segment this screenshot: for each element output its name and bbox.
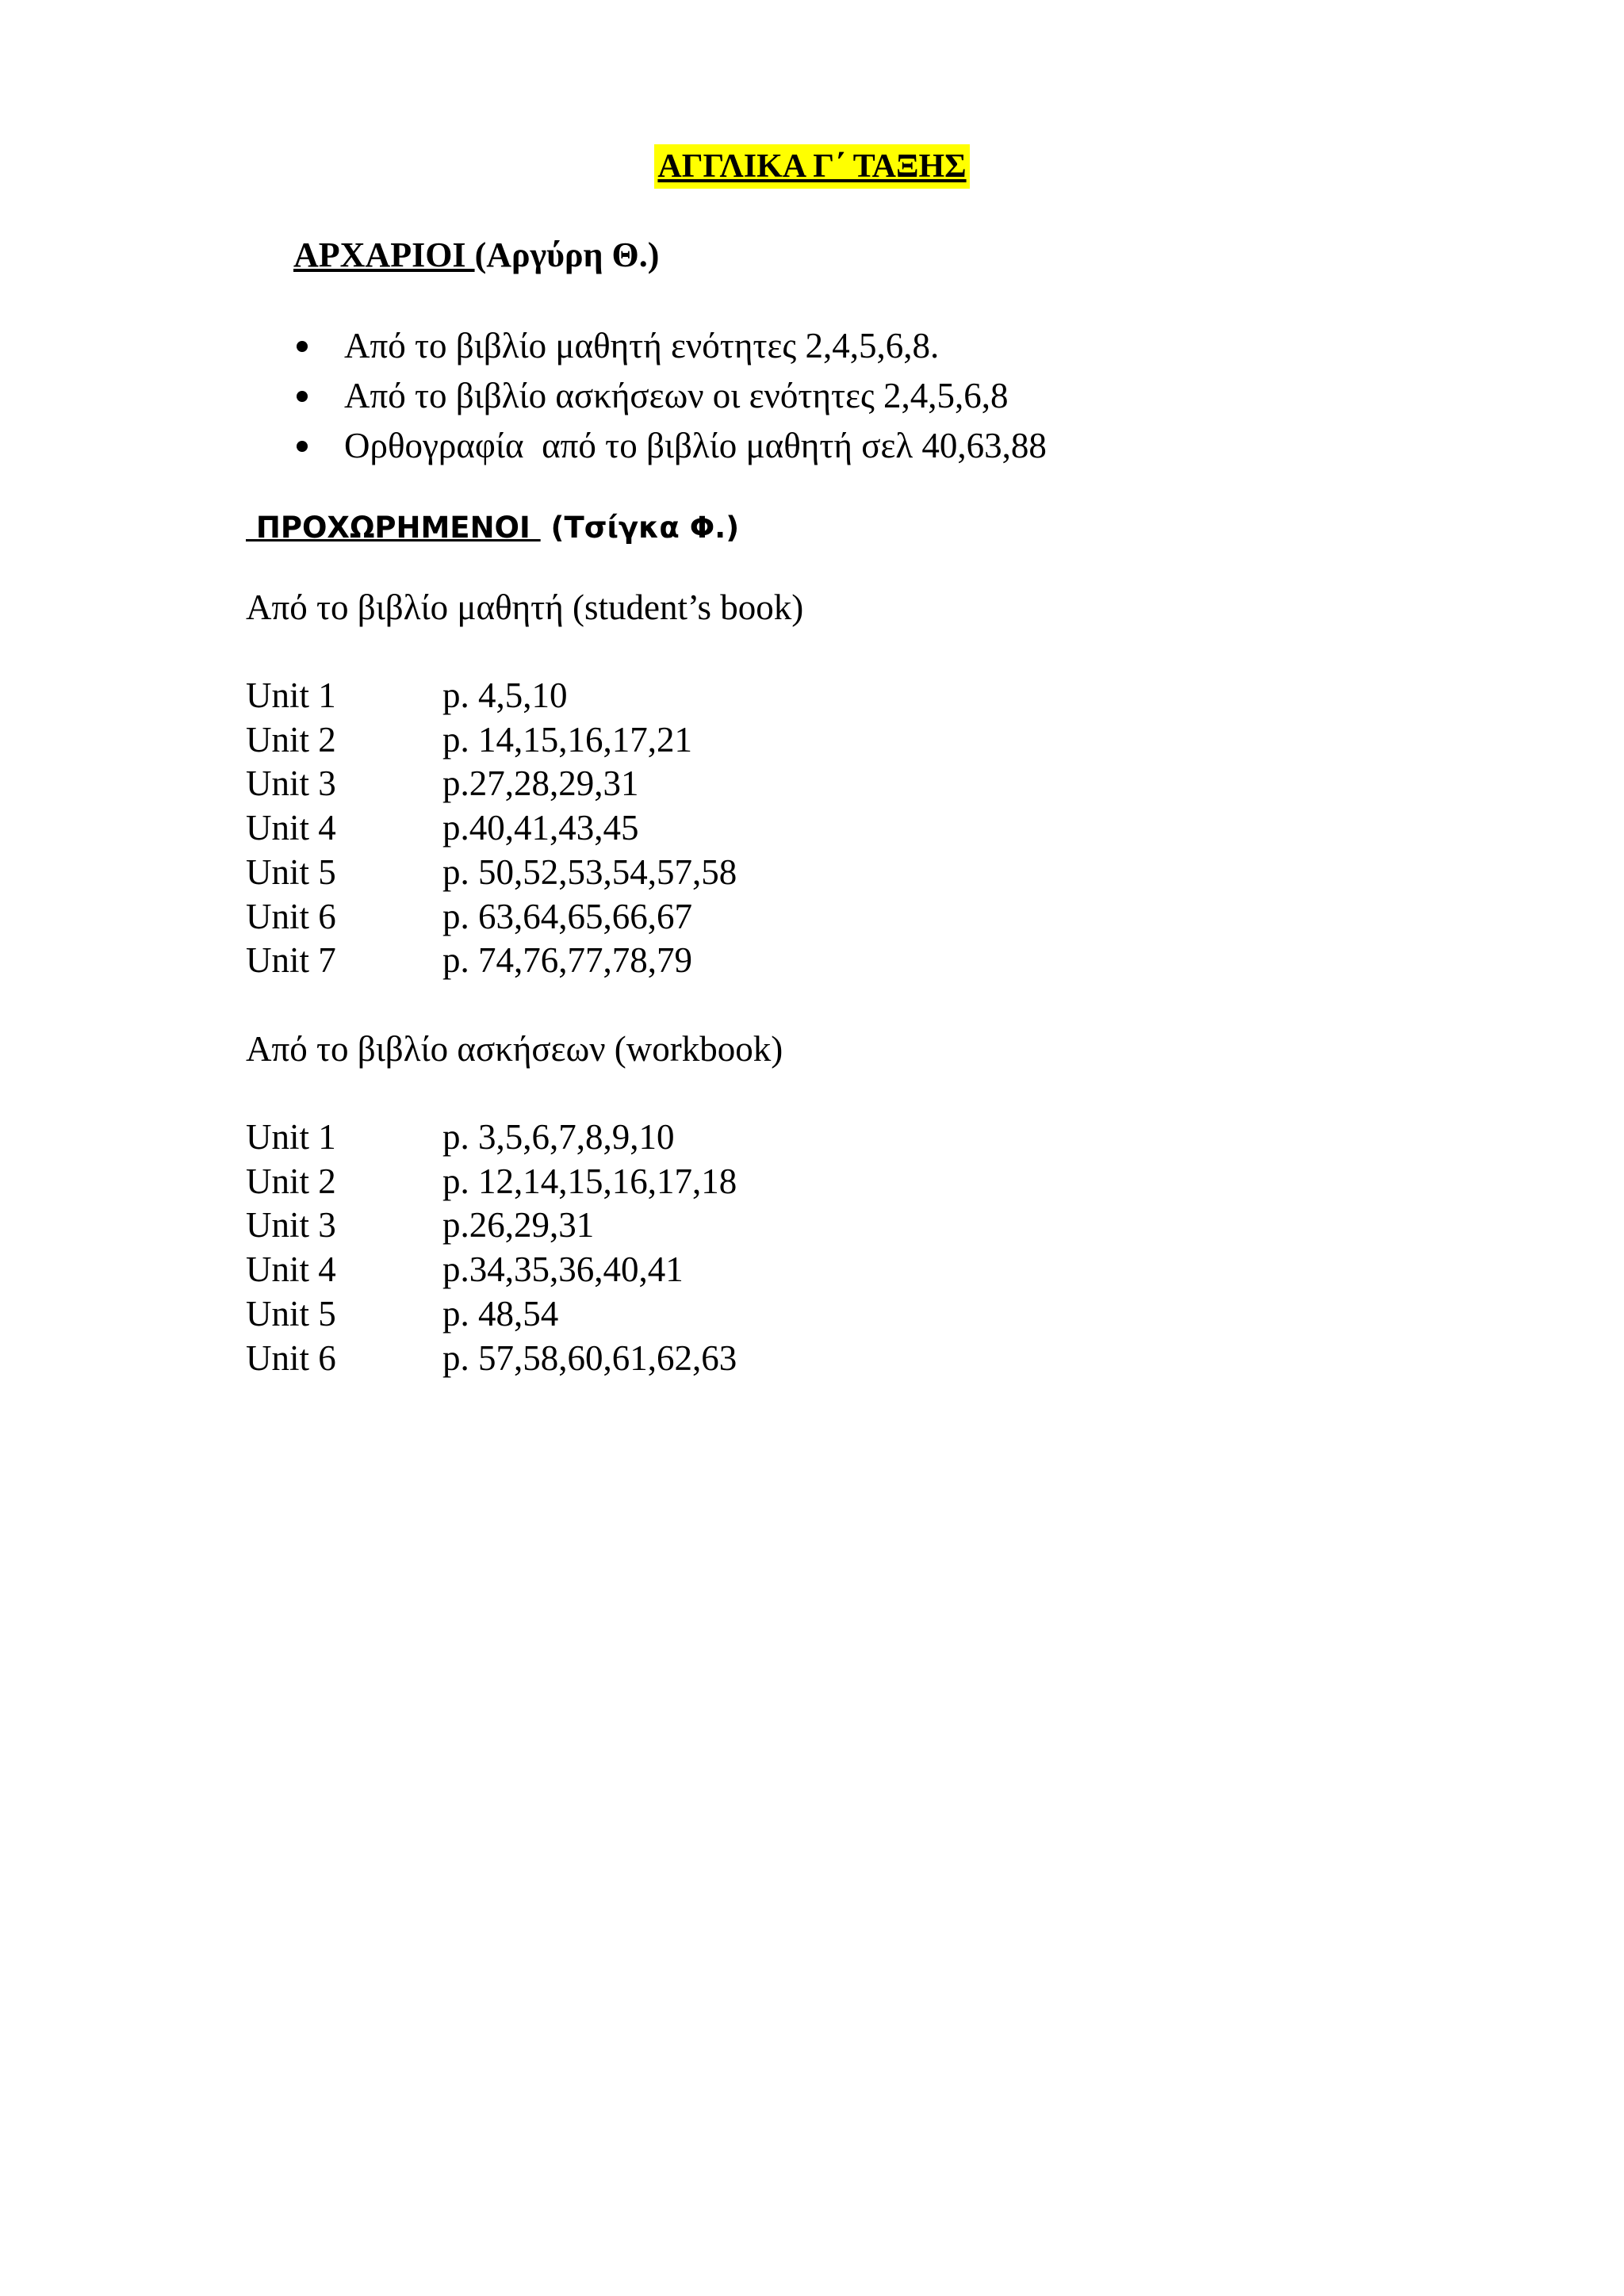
unit-pages: p. 3,5,6,7,8,9,10 — [442, 1117, 675, 1157]
unit-row — [246, 718, 737, 763]
advanced-heading — [246, 506, 739, 550]
beginners-heading — [293, 232, 659, 279]
unit-row — [246, 851, 737, 895]
unit-pages: p. 12,14,15,16,17,18 — [442, 1161, 737, 1201]
unit-row — [246, 1115, 737, 1160]
title-container — [0, 144, 1624, 189]
unit-name: Unit 4 — [246, 1249, 336, 1290]
bullet-icon — [297, 341, 308, 352]
bullet-icon — [297, 441, 308, 452]
unit-pages: p.27,28,29,31 — [442, 763, 639, 804]
beginners-bullet-list — [292, 321, 1047, 471]
unit-name: Unit 1 — [246, 675, 336, 715]
unit-pages: p. 74,76,77,78,79 — [442, 940, 692, 981]
unit-pages: p. 48,54 — [442, 1293, 559, 1334]
unit-pages: p.26,29,31 — [442, 1205, 595, 1246]
unit-pages: p.34,35,36,40,41 — [442, 1249, 684, 1290]
student-book-label: Από το βιβλίο μαθητή (student’s book) — [246, 587, 804, 627]
unit-row — [246, 762, 737, 806]
unit-name: Unit 5 — [246, 851, 336, 892]
unit-name: Unit 1 — [246, 1117, 336, 1157]
unit-name: Unit 6 — [246, 1337, 336, 1378]
unit-row — [246, 939, 737, 983]
unit-pages: p.40,41,43,45 — [442, 808, 639, 848]
bullet-text: Από το βιβλίο ασκήσεων οι ενότητες 2,4,5,6,8 — [344, 376, 1009, 415]
workbook-units — [246, 1115, 737, 1380]
unit-name: Unit 4 — [246, 808, 336, 848]
unit-name: Unit 3 — [246, 1205, 336, 1246]
document-title: ΑΓΓΛΙΚΑ Γ΄ ΤΑΞΗΣ — [654, 144, 969, 189]
unit-pages: p. 50,52,53,54,57,58 — [442, 851, 737, 892]
unit-name: Unit 2 — [246, 1161, 336, 1201]
advanced-teacher: (Τσίγκα Φ.) — [550, 511, 740, 545]
bullet-text: Ορθογραφία από το βιβλίο μαθητή σελ 40,63,88 — [344, 426, 1047, 465]
unit-row — [246, 1292, 737, 1337]
bullet-text: Από το βιβλίο μαθητή ενότητες 2,4,5,6,8. — [344, 326, 940, 365]
unit-name: Unit 3 — [246, 763, 336, 804]
list-item — [292, 371, 1047, 421]
student-book-units — [246, 674, 737, 983]
unit-pages: p. 14,15,16,17,21 — [442, 719, 692, 760]
unit-pages: p. 4,5,10 — [442, 675, 568, 715]
beginners-teacher: (Αργύρη Θ.) — [474, 235, 660, 274]
unit-row — [246, 1160, 737, 1204]
unit-name: Unit 5 — [246, 1293, 336, 1334]
advanced-heading-label: ΠΡΟΧΩΡΗΜΕΝΟΙ — [246, 511, 541, 545]
unit-name: Unit 7 — [246, 940, 336, 981]
bullet-icon — [297, 391, 308, 402]
unit-row — [246, 806, 737, 851]
unit-pages: p. 57,58,60,61,62,63 — [442, 1337, 737, 1378]
list-item — [292, 421, 1047, 471]
unit-row — [246, 1337, 737, 1381]
unit-row — [246, 1203, 737, 1248]
unit-name: Unit 6 — [246, 896, 336, 936]
unit-row — [246, 895, 737, 939]
unit-row — [246, 1248, 737, 1292]
beginners-heading-label: ΑΡΧΑΡΙΟΙ — [293, 235, 475, 274]
unit-pages: p. 63,64,65,66,67 — [442, 896, 692, 936]
workbook-label: Από το βιβλίο ασκήσεων (workbook) — [246, 1029, 783, 1069]
unit-row — [246, 674, 737, 718]
unit-name: Unit 2 — [246, 719, 336, 760]
list-item — [292, 321, 1047, 371]
